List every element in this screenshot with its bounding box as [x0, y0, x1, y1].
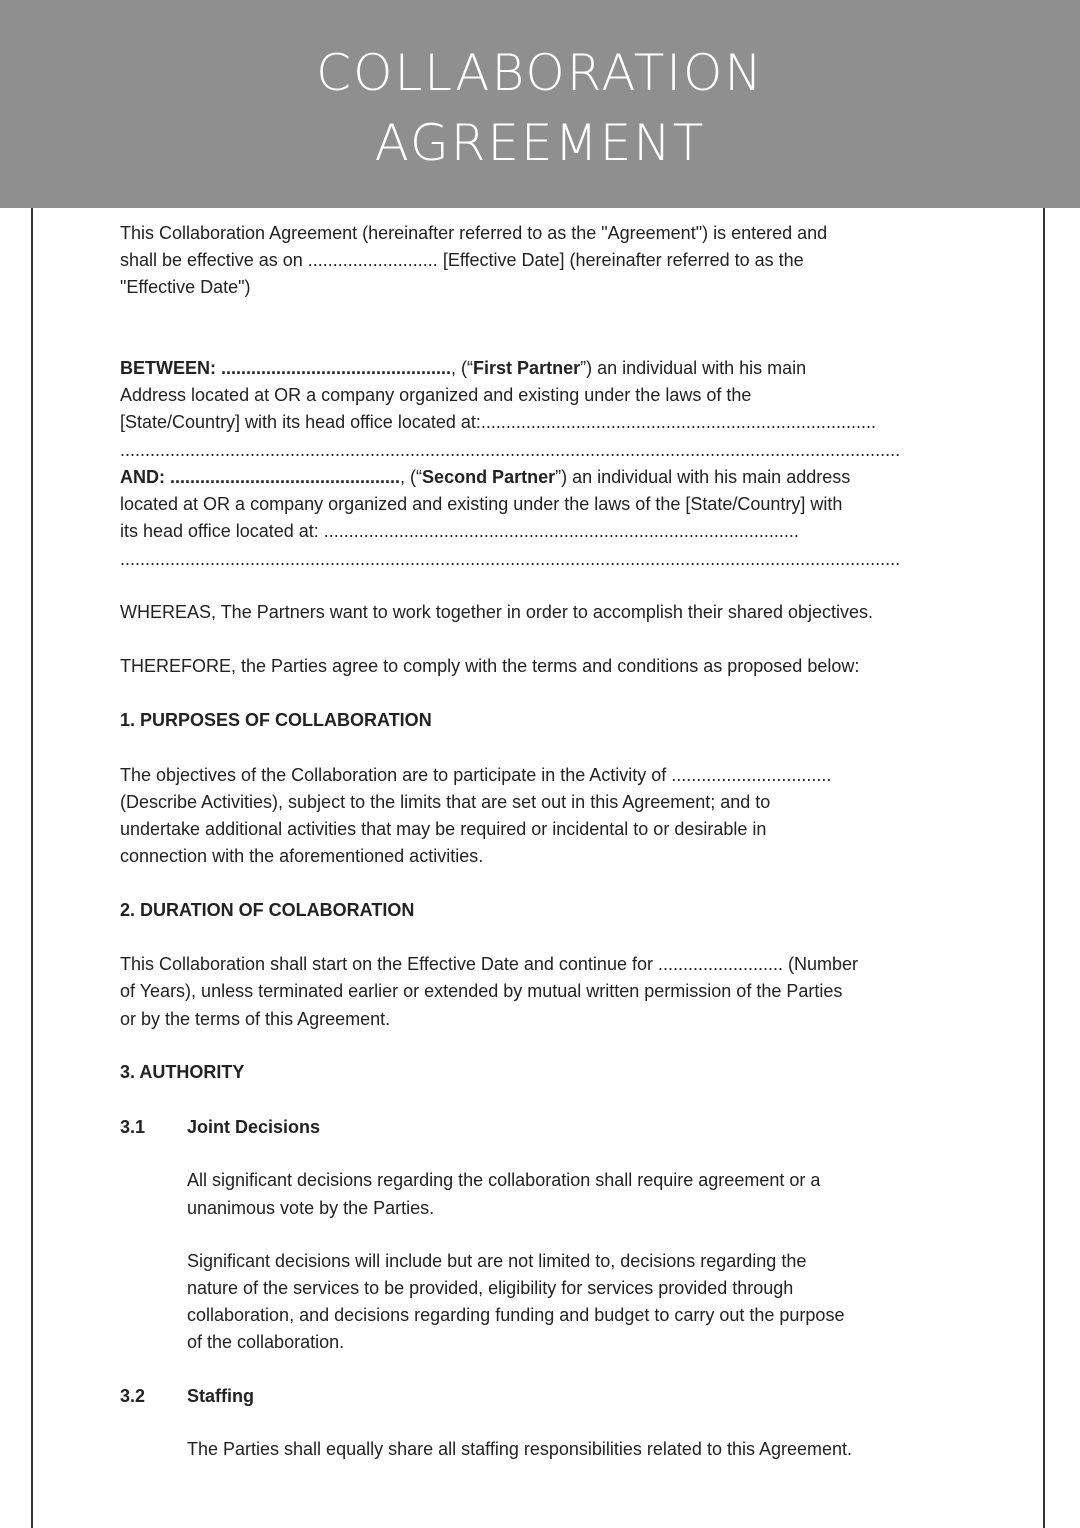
text-segment: 2. DURATION OF COLABORATION [120, 900, 415, 920]
text-line [120, 1385, 520, 1407]
text-line [187, 1277, 793, 1299]
text-line [120, 953, 858, 975]
text-segment: WHEREAS, The Partners want to work together in order to accomplish their shared objectives. [120, 602, 874, 622]
text-line [120, 276, 251, 298]
text-line [187, 1197, 434, 1219]
text-line [187, 1304, 844, 1326]
text-line [120, 357, 806, 379]
text-line [120, 1061, 244, 1083]
text-segment: of the collaboration. [187, 1332, 345, 1352]
text-segment: 3. AUTHORITY [120, 1062, 245, 1082]
text-line [187, 1169, 820, 1191]
text-line [120, 764, 831, 786]
text-segment: nature of the services to be provided, eligibility for services provided through [187, 1278, 794, 1298]
text-line [120, 709, 432, 731]
text-segment: 1. PURPOSES OF COLLABORATION [120, 710, 432, 730]
text-segment: collaboration, and decisions regarding funding and budget to carry out the purpose [187, 1305, 845, 1325]
text-line [120, 520, 799, 542]
section-title: Staffing [187, 1386, 254, 1406]
text-segment: The objectives of the Collaboration are to participate in the Activity of ................................ [120, 765, 832, 785]
text-line [120, 845, 483, 867]
text-segment: connection with the aforementioned activities. [120, 846, 484, 866]
text-segment: , (“ [400, 467, 423, 487]
text-segment: "Effective Date") [120, 277, 251, 297]
text-line [120, 1008, 390, 1030]
text-segment: or by the terms of this Agreement. [120, 1009, 391, 1029]
text-segment: Second Partner [422, 467, 556, 487]
text-line [120, 466, 850, 488]
text-segment: This Collaboration shall start on the Effective Date and continue for ......................... (Number [120, 954, 859, 974]
page-right-border [1043, 208, 1045, 1528]
text-segment: , (“ [451, 358, 474, 378]
text-segment: undertake additional activities that may be required or incidental to or desirable in [120, 819, 767, 839]
text-line [187, 1250, 806, 1272]
text-segment: Significant decisions will include but are not limited to, decisions regarding the [187, 1251, 807, 1271]
text-segment: unanimous vote by the Parties. [187, 1198, 435, 1218]
text-segment: ............................................................................................................................................................ [120, 549, 901, 569]
text-segment: First Partner [473, 358, 581, 378]
page-left-border [31, 208, 33, 1528]
text-segment: of Years), unless terminated earlier or extended by mutual written permission of the Parties [120, 981, 843, 1001]
title-banner [0, 0, 1080, 208]
text-line [120, 655, 859, 677]
text-segment: BETWEEN: .............................................. [120, 358, 452, 378]
text-segment: shall be effective as on .......................... [Effective Date] (hereinafter referred to as the [120, 250, 804, 270]
text-segment: THEREFORE, the Parties agree to comply with the terms and conditions as proposed below: [120, 656, 860, 676]
title-line-2: AGREEMENT [374, 114, 706, 172]
text-segment: (Describe Activities), subject to the limits that are set out in this Agreement; and to [120, 792, 771, 812]
section-number: 3.1 [120, 1117, 146, 1137]
text-line [120, 384, 751, 406]
title-line-1: COLLABORATION [316, 44, 764, 102]
section-title: Joint Decisions [187, 1117, 321, 1137]
text-line [120, 818, 766, 840]
text-segment: ”) an individual with his main address [555, 467, 851, 487]
section-number: 3.2 [120, 1386, 146, 1406]
blank-fill-line [120, 439, 940, 461]
text-segment: ”) an individual with his main [580, 358, 807, 378]
text-segment: Address located at OR a company organized and existing under the laws of the [120, 385, 752, 405]
text-line [120, 980, 842, 1002]
text-segment: its head office located at: ............................................................................................... [120, 521, 799, 541]
text-segment: located at OR a company organized and existing under the laws of the [State/Country] with [120, 494, 843, 514]
text-segment: All significant decisions regarding the collaboration shall require agreement or a [187, 1170, 821, 1190]
text-line [120, 791, 770, 813]
text-line [187, 1331, 344, 1353]
text-line [120, 249, 804, 271]
text-line [120, 411, 876, 433]
text-line [120, 601, 873, 623]
text-segment: [State/Country] with its head office located at:............................................................................... [120, 412, 876, 432]
text-line [187, 1438, 852, 1460]
text-segment: This Collaboration Agreement (hereinafter referred to as the "Agreement") is entered and [120, 223, 828, 243]
text-line [120, 493, 842, 515]
text-segment: The Parties shall equally share all staffing responsibilities related to this Agreement. [187, 1439, 853, 1459]
text-segment: AND: .............................................. [120, 467, 401, 487]
text-line [120, 1116, 520, 1138]
text-segment: ............................................................................................................................................................ [120, 440, 901, 460]
text-line [120, 899, 414, 921]
blank-fill-line [120, 548, 940, 570]
text-line [120, 222, 827, 244]
